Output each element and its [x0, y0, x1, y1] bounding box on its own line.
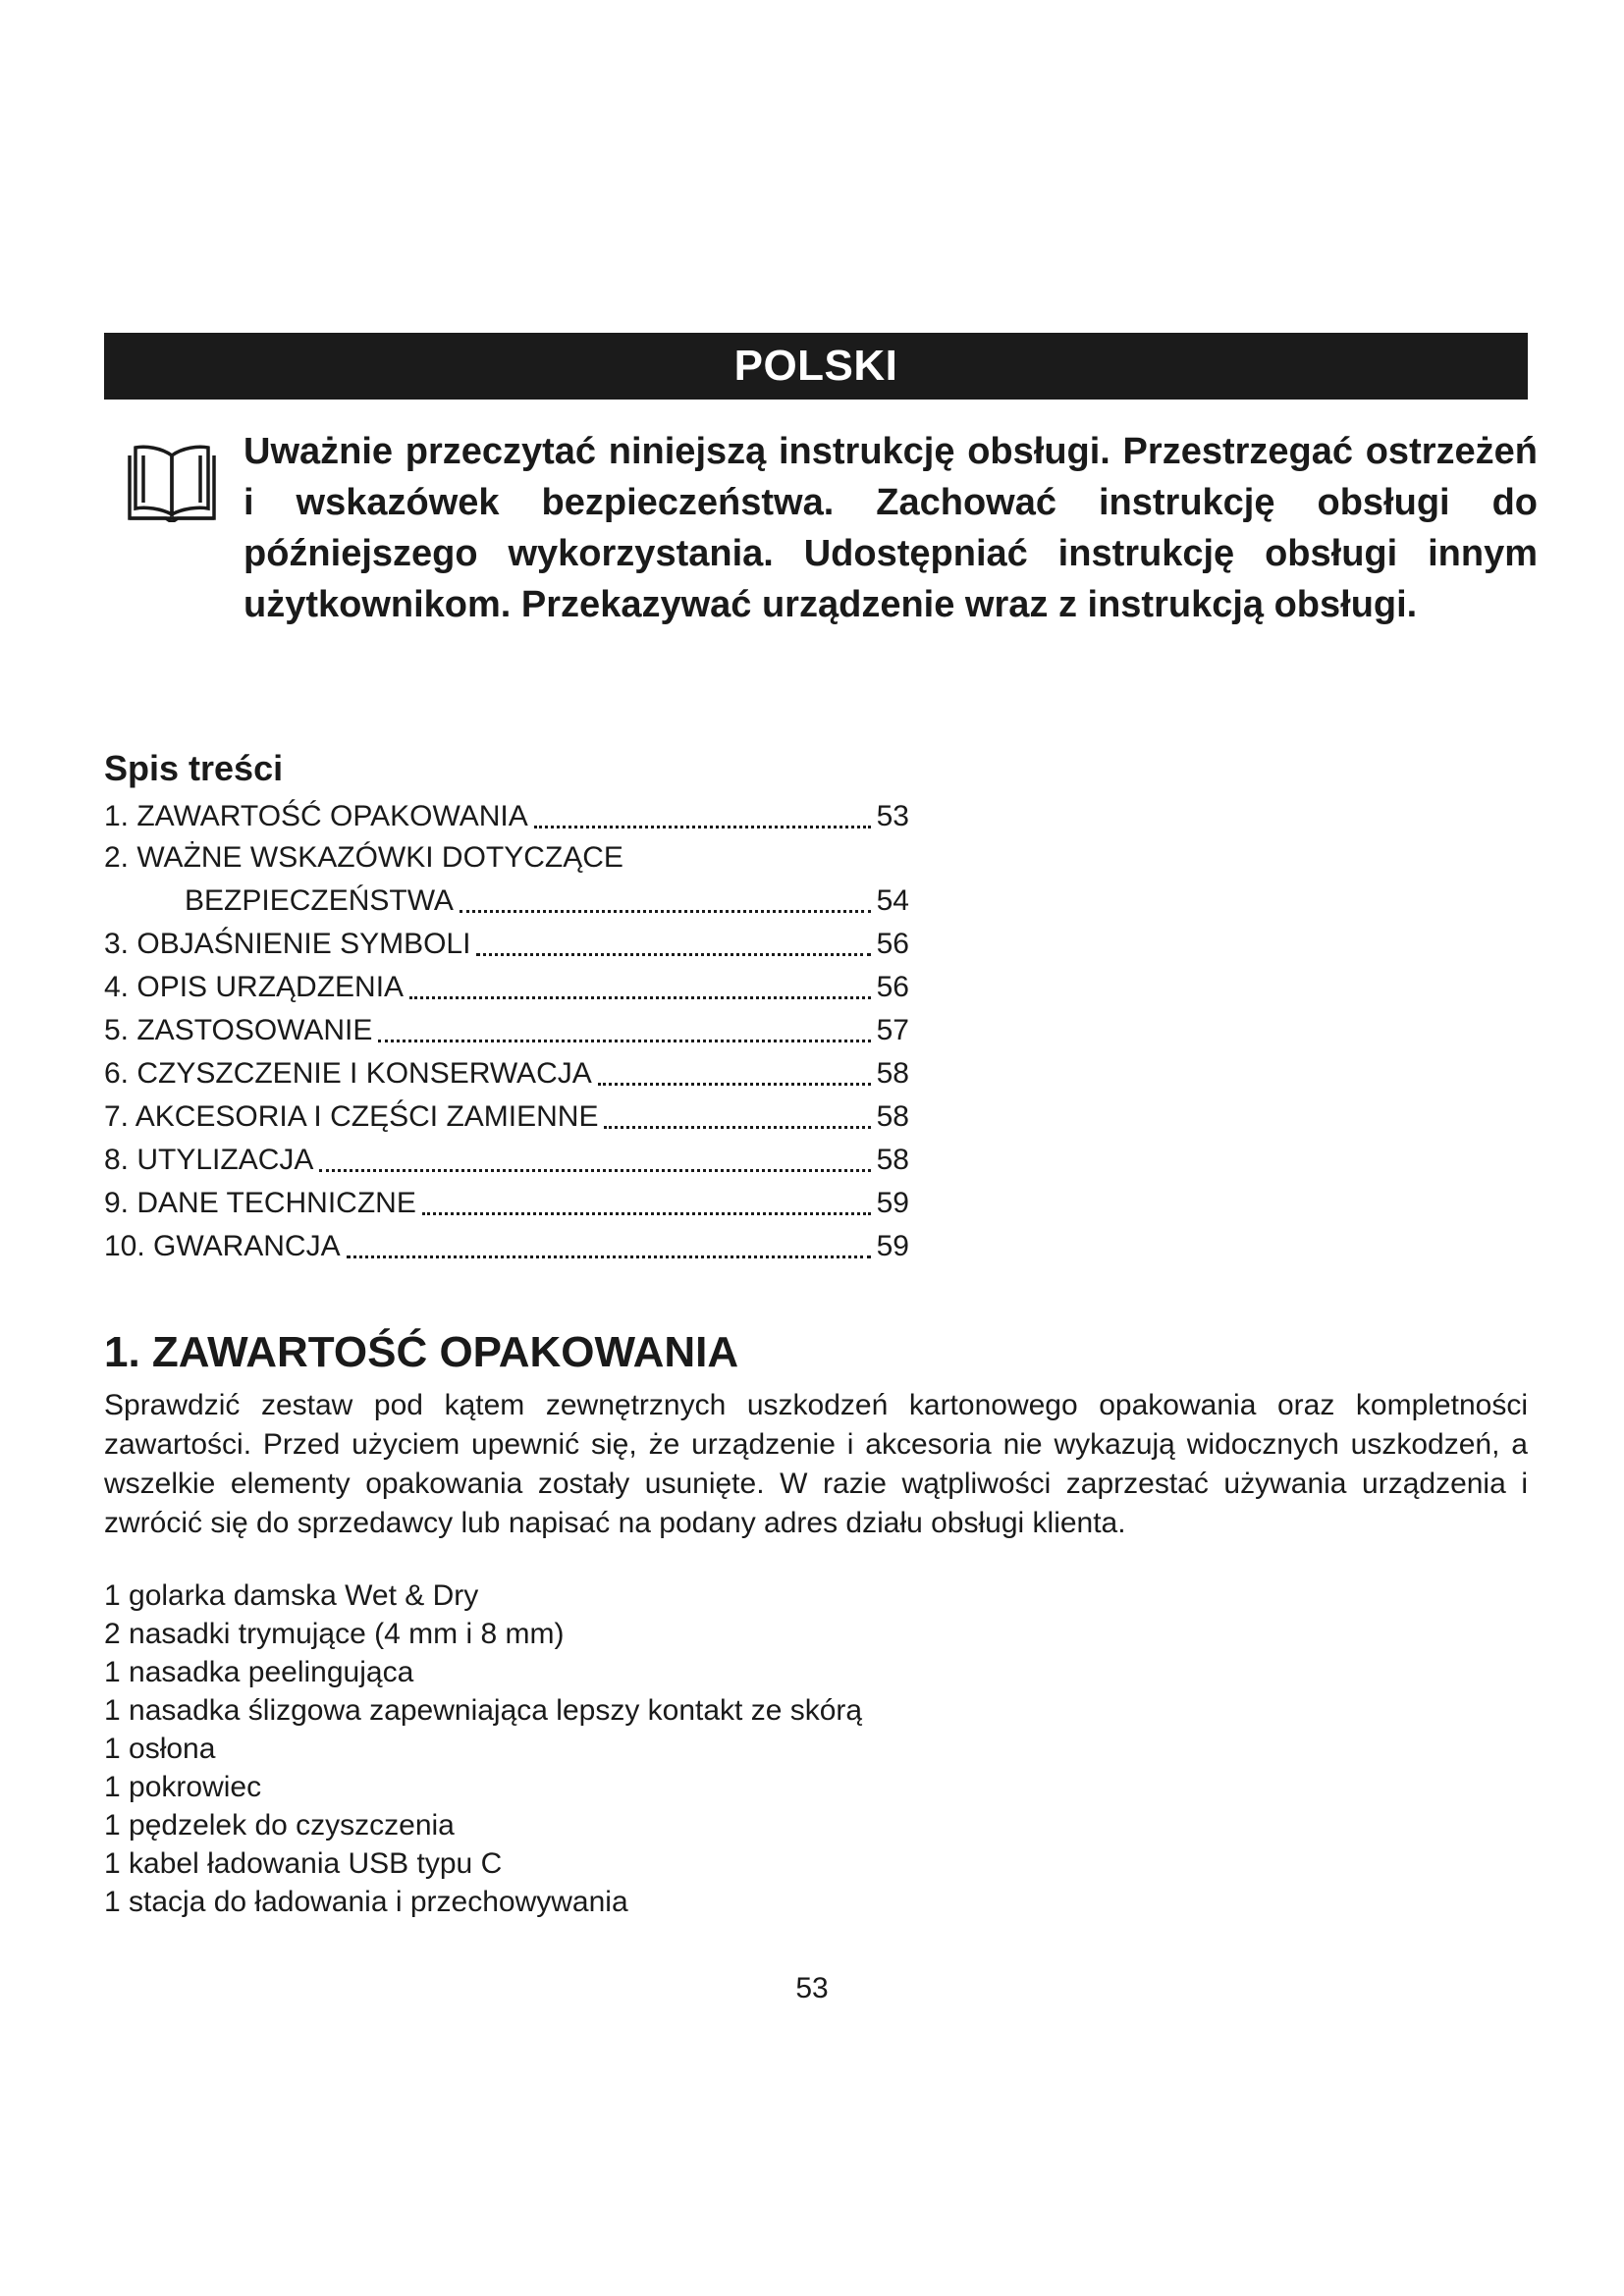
section-package-contents [104, 1325, 1528, 1921]
toc-item [104, 1182, 909, 1225]
toc-item-page: 58 [876, 1144, 909, 1176]
toc-item-page: 59 [876, 1187, 909, 1219]
list-item: 1 kabel ładowania USB typu C [104, 1847, 503, 1880]
list-item: 1 golarka damska Wet & Dry [104, 1579, 479, 1612]
section-title: 1. ZAWARTOŚĆ OPAKOWANIA [104, 1328, 739, 1376]
toc-item-label: BEZPIECZEŃSTWA [185, 884, 454, 917]
open-book-icon [124, 444, 220, 522]
package-contents-list [104, 1576, 1528, 1921]
toc-item-page: 54 [876, 884, 909, 917]
list-item: 1 stacja do ładowania i przechowywania [104, 1886, 628, 1918]
toc-item-label: 6. CZYSZCZENIE I KONSERWACJA [104, 1057, 592, 1090]
page-number: 53 [795, 1972, 829, 2004]
toc-item [104, 795, 909, 838]
toc-leader-dots [534, 826, 871, 828]
toc-item [104, 923, 909, 966]
list-item: 1 nasadka peelingująca [104, 1656, 414, 1688]
section-body-text: Sprawdzić zestaw pod kątem zewnętrznych uszkodzeń kartonowego opakowania oraz kompletności zawartości. Przed użyciem upewnić się, że urządzenie i akcesoria nie wykazują widocznych uszkodzeń, a wszelkie elementy opakowania zostały usunięte. W razie wątpliwości zaprzestać używania urządzenia i zwrócić się do sprzedawcy lub napisać na podany adres działu obsługi klienta. [104, 1389, 1528, 1539]
toc-leader-dots [378, 1040, 870, 1042]
list-item: 1 pędzelek do czyszczenia [104, 1809, 455, 1842]
list-item: 1 osłona [104, 1733, 216, 1765]
toc-title: Spis treści [104, 748, 284, 788]
toc-item-label: 9. DANE TECHNICZNE [104, 1187, 416, 1219]
toc-item-label: 7. AKCESORIA I CZĘŚCI ZAMIENNE [104, 1100, 599, 1133]
toc-leader-dots [422, 1212, 871, 1215]
toc-item-page: 59 [876, 1230, 909, 1262]
language-banner: POLSKI [104, 333, 1528, 400]
list-item: 1 nasadka ślizgowa zapewniająca lepszy kontakt ze skórą [104, 1694, 863, 1727]
toc-item-page: 56 [876, 971, 909, 1003]
toc-list [104, 795, 909, 1268]
toc-item-page: 56 [876, 928, 909, 960]
toc-item-page: 57 [876, 1014, 909, 1046]
toc-item [104, 838, 909, 880]
toc-item-page: 53 [876, 800, 909, 832]
toc-item-label: 2. WAŻNE WSKAZÓWKI DOTYCZĄCE [104, 841, 623, 874]
toc-leader-dots [409, 996, 871, 999]
notice-text: Uważnie przeczytać niniejszą instrukcję obsługi. Przestrzegać ostrzeżeń i wskazówek bezpieczeństwa. Zachować instrukcję obsługi do późniejszego wykorzystania. Udostępniać instrukcję obsługi innym użytkownikom. Przekazywać urządzenie wraz z instrukcją obsługi. [244, 431, 1538, 625]
toc-item [104, 1052, 909, 1095]
toc-item-label: 8. UTYLIZACJA [104, 1144, 314, 1176]
toc-item [104, 1139, 909, 1182]
toc-item [104, 966, 909, 1009]
toc-item-page: 58 [876, 1057, 909, 1090]
list-item: 1 pokrowiec [104, 1771, 262, 1803]
toc-leader-dots [319, 1169, 870, 1172]
toc-leader-dots [347, 1255, 871, 1258]
toc-item-continuation [104, 880, 909, 923]
toc-leader-dots [460, 910, 871, 913]
list-item: 2 nasadki trymujące (4 mm i 8 mm) [104, 1618, 565, 1650]
toc-item-page: 58 [876, 1100, 909, 1133]
toc-item-label: 10. GWARANCJA [104, 1230, 341, 1262]
toc-item-label: 5. ZASTOSOWANIE [104, 1014, 373, 1046]
toc-item-label: 1. ZAWARTOŚĆ OPAKOWANIA [104, 800, 528, 832]
toc-leader-dots [476, 953, 870, 956]
table-of-contents [104, 746, 909, 1268]
toc-item [104, 1225, 909, 1268]
toc-leader-dots [598, 1083, 871, 1086]
toc-item-label: 3. OBJAŚNIENIE SYMBOLI [104, 928, 471, 960]
toc-item-label: 4. OPIS URZĄDZENIA [104, 971, 405, 1003]
toc-leader-dots [604, 1126, 870, 1129]
toc-item [104, 1009, 909, 1052]
toc-item [104, 1095, 909, 1139]
